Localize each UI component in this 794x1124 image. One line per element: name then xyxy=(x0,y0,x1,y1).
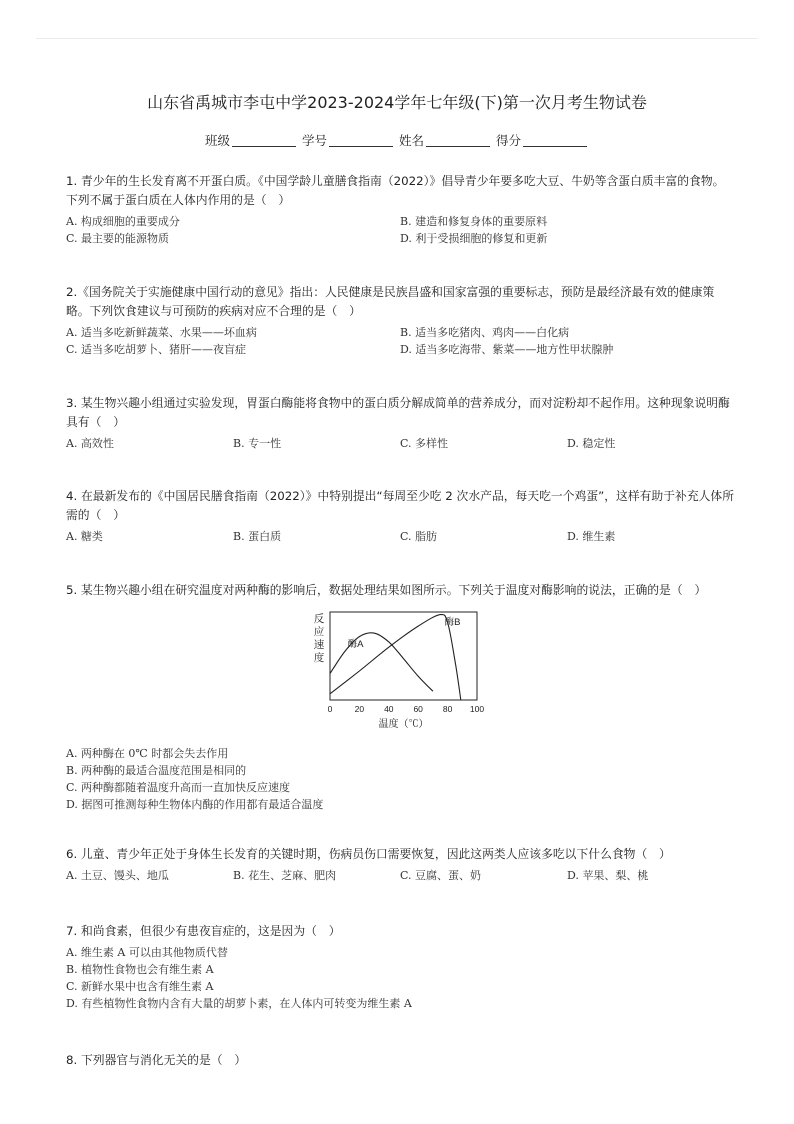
option-list xyxy=(66,435,734,452)
score-label: 得分 xyxy=(495,133,521,148)
option-a[interactable]: A. 两种酶在 0℃ 时都会失去作用 xyxy=(66,747,229,760)
x-tick-label: 0 xyxy=(327,704,333,714)
option-a[interactable]: A. 糖类 xyxy=(66,530,103,543)
x-tick-label: 60 xyxy=(413,704,423,714)
option-d[interactable]: D. 利于受损细胞的修复和更新 xyxy=(400,232,548,245)
option-list xyxy=(66,213,734,247)
question-6 xyxy=(66,845,734,884)
option-a[interactable]: A. 高效性 xyxy=(66,437,114,450)
question-stem: 6. 儿童、青少年正处于身体生长发育的关键时期，伤病员伤口需要恢复，因此这两类人应该多吃以下什么食物（ ） xyxy=(66,847,671,861)
x-tick-label: 40 xyxy=(384,704,394,714)
option-d[interactable]: D. 有些植物性食物内含有大量的胡萝卜素，在人体内可转变为维生素 A xyxy=(66,997,412,1010)
name-blank[interactable] xyxy=(426,146,490,147)
question-8 xyxy=(66,1051,734,1070)
enzyme-temperature-chart xyxy=(306,608,490,732)
class-blank[interactable] xyxy=(232,146,296,147)
option-d[interactable]: D. 适当多吃海带、紫菜——地方性甲状腺肿 xyxy=(400,343,614,356)
option-d[interactable]: D. 稳定性 xyxy=(567,437,616,450)
option-d[interactable]: D. 维生素 xyxy=(567,530,616,543)
option-a[interactable]: A. 适当多吃新鲜蔬菜、水果——坏血病 xyxy=(66,326,257,339)
y-label-char: 反 xyxy=(313,613,325,625)
option-a[interactable]: A. 土豆、馒头、地瓜 xyxy=(66,869,169,882)
x-tick-label: 100 xyxy=(469,704,485,714)
question-stem: 8. 下列器官与消化无关的是（ ） xyxy=(66,1053,247,1067)
option-b[interactable]: B. 建造和修复身体的重要原料 xyxy=(400,215,548,228)
option-a[interactable]: A. 构成细胞的重要成分 xyxy=(66,215,180,228)
question-5-options xyxy=(66,742,734,813)
question-stem: 4. 在最新发布的《中国居民膳食指南（2022）》中特别提出“每周至少吃 2 次水产品，每天吃一个鸡蛋”，这样有助于补充人体所需的（ ） xyxy=(66,489,735,522)
option-d[interactable]: D. 苹果、梨、桃 xyxy=(567,869,649,882)
option-b[interactable]: B. 专一性 xyxy=(233,437,282,450)
question-3 xyxy=(66,394,734,452)
y-label-char: 速 xyxy=(313,639,325,651)
option-b[interactable]: B. 适当多吃猪肉、鸡肉——白化病 xyxy=(400,326,570,339)
series-line-enzyme-b xyxy=(330,614,461,700)
page-title: 山东省禹城市李屯中学2023-2024学年七年级(下)第一次月考生物试卷 xyxy=(147,93,647,112)
option-b[interactable]: B. 植物性食物也会有维生素 A xyxy=(66,963,214,976)
x-axis-label: 温度（℃） xyxy=(378,719,429,730)
option-list xyxy=(66,745,734,813)
x-tick-label: 80 xyxy=(442,704,453,714)
series-label: 酶A xyxy=(347,639,364,651)
header-rule xyxy=(36,38,758,39)
question-7 xyxy=(66,922,734,1012)
name-label: 姓名 xyxy=(398,133,424,148)
question-stem: 7. 和尚食素，但很少有患夜盲症的，这是因为（ ） xyxy=(66,924,341,938)
option-b[interactable]: B. 蛋白质 xyxy=(233,530,282,543)
student-info-line xyxy=(0,131,794,149)
option-c[interactable]: C. 豆腐、蛋、奶 xyxy=(400,869,482,882)
question-5 xyxy=(66,581,734,600)
y-label-char: 应 xyxy=(313,626,325,638)
option-c[interactable]: C. 新鲜水果中也含有维生素 A xyxy=(66,980,214,993)
option-list xyxy=(66,324,734,358)
number-label: 学号 xyxy=(301,133,327,148)
series-label: 酶B xyxy=(444,617,461,629)
option-b[interactable]: B. 花生、芝麻、肥肉 xyxy=(233,869,337,882)
option-c[interactable]: C. 脂肪 xyxy=(400,530,438,543)
option-b[interactable]: B. 两种酶的最适合温度范围是相同的 xyxy=(66,764,247,777)
option-list xyxy=(66,867,734,884)
question-2 xyxy=(66,283,734,358)
class-label: 班级 xyxy=(204,133,230,148)
score-blank[interactable] xyxy=(523,146,587,147)
option-c[interactable]: C. 两种酶都随着温度升高而一直加快反应速度 xyxy=(66,781,291,794)
y-label-char: 度 xyxy=(313,652,325,664)
question-stem: 1. 青少年的生长发育离不开蛋白质。《中国学龄儿童膳食指南（2022）》倡导青少年要多吃大豆、牛奶等含蛋白质丰富的食物。下列不属于蛋白质在人体内作用的是（ ） xyxy=(66,174,725,207)
question-stem: 5. 某生物兴趣小组在研究温度对两种酶的影响后，数据处理结果如图所示。下列关于温度对酶影响的说法，正确的是（ ） xyxy=(66,583,707,597)
option-c[interactable]: C. 最主要的能源物质 xyxy=(66,232,170,245)
question-stem: 3. 某生物兴趣小组通过实验发现，胃蛋白酶能将食物中的蛋白质分解成简单的营养成分，而对淀粉却不起作用。这种现象说明酶具有（ ） xyxy=(66,396,730,429)
option-d[interactable]: D. 据图可推测每种生物体内酶的作用都有最适合温度 xyxy=(66,798,324,811)
y-axis-label xyxy=(314,612,325,664)
option-a[interactable]: A. 维生素 A 可以由其他物质代替 xyxy=(66,946,228,959)
option-list xyxy=(66,944,734,1012)
option-list xyxy=(66,528,734,545)
question-1 xyxy=(66,172,734,247)
option-c[interactable]: C. 多样性 xyxy=(400,437,449,450)
option-c[interactable]: C. 适当多吃胡萝卜、猪肝——夜盲症 xyxy=(66,343,247,356)
x-tick-label: 20 xyxy=(354,704,365,714)
number-blank[interactable] xyxy=(329,146,393,147)
question-4 xyxy=(66,487,734,545)
question-stem: 2.《国务院关于实施健康中国行动的意见》指出：人民健康是民族昌盛和国家富强的重要标志，预防是最经济最有效的健康策略。下列饮食建议与可预防的疾病对应不合理的是（ ） xyxy=(66,285,715,318)
